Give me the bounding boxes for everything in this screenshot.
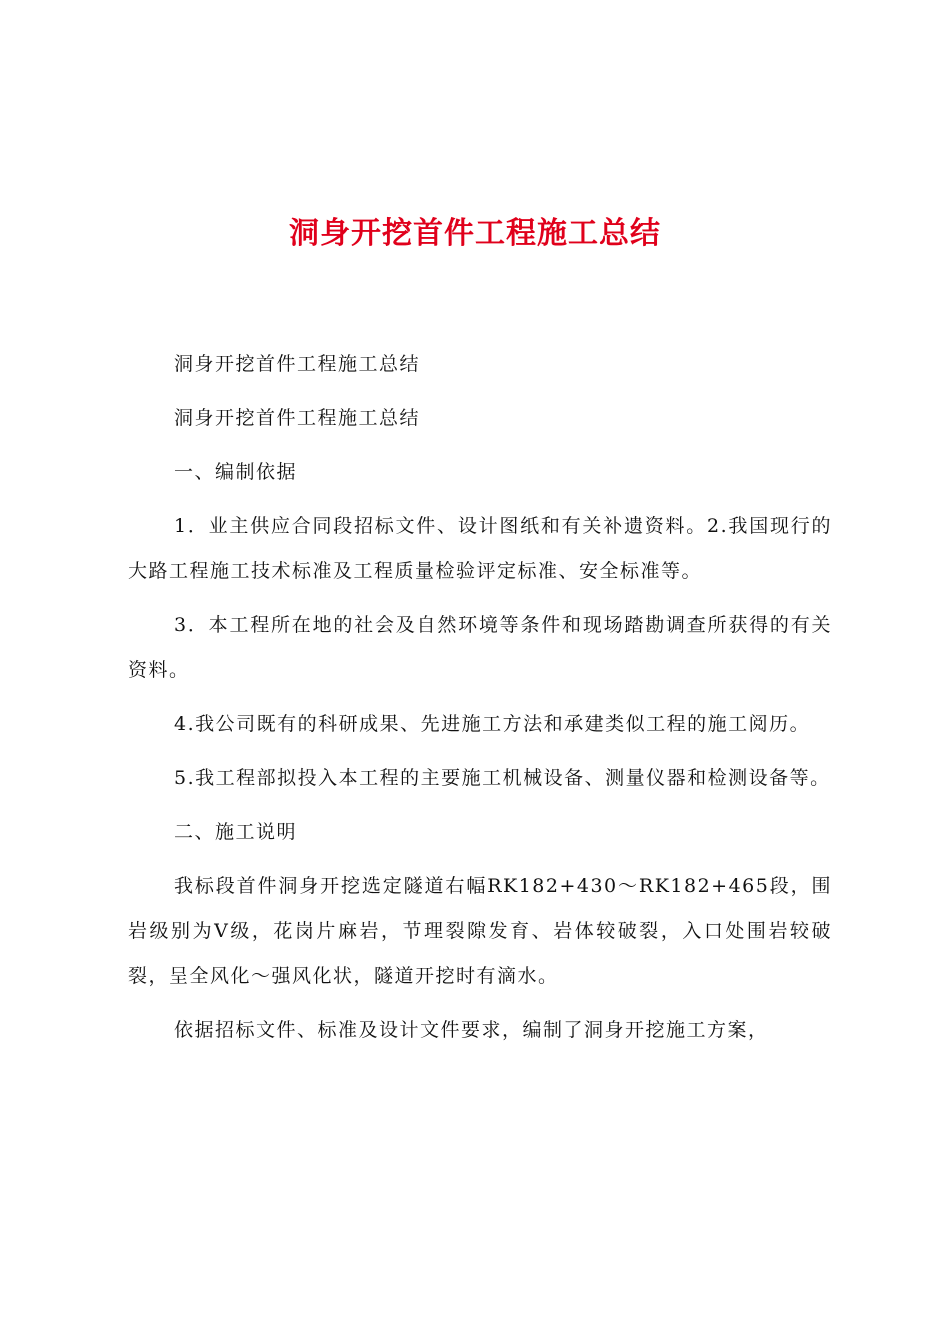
paragraph-basis-item-1-2: 1．业主供应合同段招标文件、设计图纸和有关补遗资料。2.我国现行的大路工程施工技术标准及工程质量检验评定标准、安全标准等。 bbox=[128, 515, 832, 582]
paragraph-basis-item-5: 5.我工程部拟投入本工程的主要施工机械设备、测量仪器和检测设备等。 bbox=[174, 767, 831, 789]
paragraph-description-2: 依据招标文件、标准及设计文件要求，编制了洞身开挖施工方案， bbox=[174, 1019, 769, 1041]
document-title: 洞身开挖首件工程施工总结 bbox=[289, 216, 661, 251]
paragraph-basis-item-4: 4.我公司既有的科研成果、先进施工方法和承建类似工程的施工阅历。 bbox=[174, 713, 811, 735]
section-heading-basis: 一、编制依据 bbox=[174, 461, 298, 483]
document-body bbox=[128, 342, 832, 1062]
paragraph-subtitle-2: 洞身开挖首件工程施工总结 bbox=[174, 407, 421, 429]
paragraph-description-1: 我标段首件洞身开挖选定隧道右幅RK182+430～RK182+465段，围岩级别为Ⅴ级，花岗片麻岩，节理裂隙发育、岩体较破裂，入口处围岩较破裂，呈全风化～强风化状，隧道开挖时有滴水。 bbox=[128, 875, 832, 987]
section-heading-description: 二、施工说明 bbox=[174, 821, 298, 843]
paragraph-basis-item-3: 3．本工程所在地的社会及自然环境等条件和现场踏勘调查所获得的有关资料。 bbox=[128, 614, 832, 681]
paragraph-subtitle-1: 洞身开挖首件工程施工总结 bbox=[174, 353, 421, 375]
